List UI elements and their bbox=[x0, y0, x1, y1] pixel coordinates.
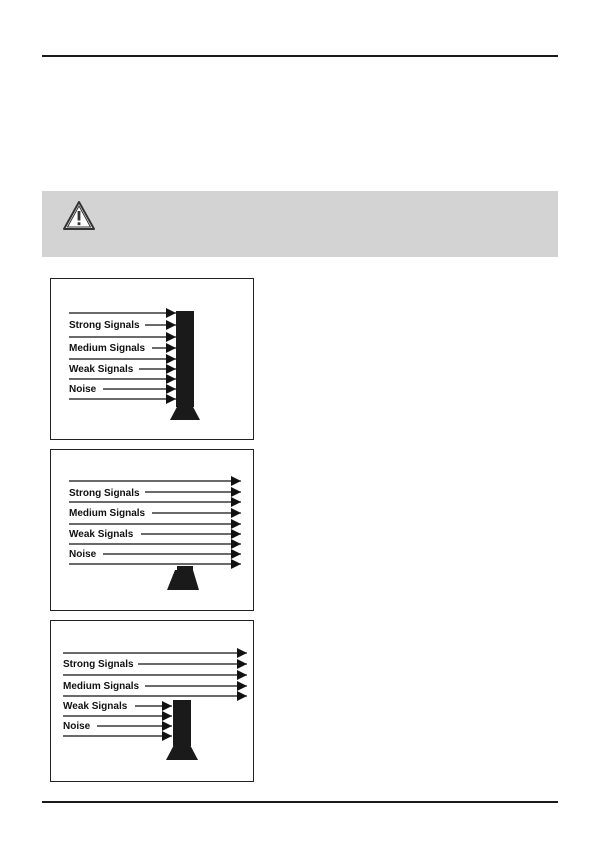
detector-bar bbox=[173, 700, 191, 746]
detector-base bbox=[170, 403, 200, 420]
noise-label: Noise bbox=[69, 384, 97, 395]
weak-signals-label: Weak Signals bbox=[69, 529, 134, 540]
diagram-panel-3 bbox=[50, 620, 254, 782]
strong-signals-label: Strong Signals bbox=[63, 659, 134, 670]
medium-signals-label: Medium Signals bbox=[69, 343, 146, 354]
warning-box bbox=[42, 191, 558, 257]
detector-base bbox=[167, 570, 199, 590]
noise-label: Noise bbox=[63, 721, 91, 732]
diagram-1-svg bbox=[51, 279, 255, 441]
diagram-panel-2 bbox=[50, 449, 254, 611]
weak-signals-label: Weak Signals bbox=[63, 701, 128, 712]
diagram-3-svg bbox=[51, 621, 255, 783]
top-rule bbox=[42, 55, 558, 57]
noise-label: Noise bbox=[69, 549, 97, 560]
detector-bar bbox=[176, 311, 194, 407]
medium-signals-label: Medium Signals bbox=[69, 508, 146, 519]
strong-signals-label: Strong Signals bbox=[69, 488, 140, 499]
weak-signals-label: Weak Signals bbox=[69, 364, 134, 375]
warning-triangle-icon bbox=[62, 200, 96, 232]
diagram-panel-1 bbox=[50, 278, 254, 440]
bottom-rule bbox=[42, 801, 558, 803]
medium-signals-label: Medium Signals bbox=[63, 681, 140, 692]
diagram-2-svg bbox=[51, 450, 255, 612]
strong-signals-label: Strong Signals bbox=[69, 320, 140, 331]
detector-base bbox=[166, 741, 198, 760]
